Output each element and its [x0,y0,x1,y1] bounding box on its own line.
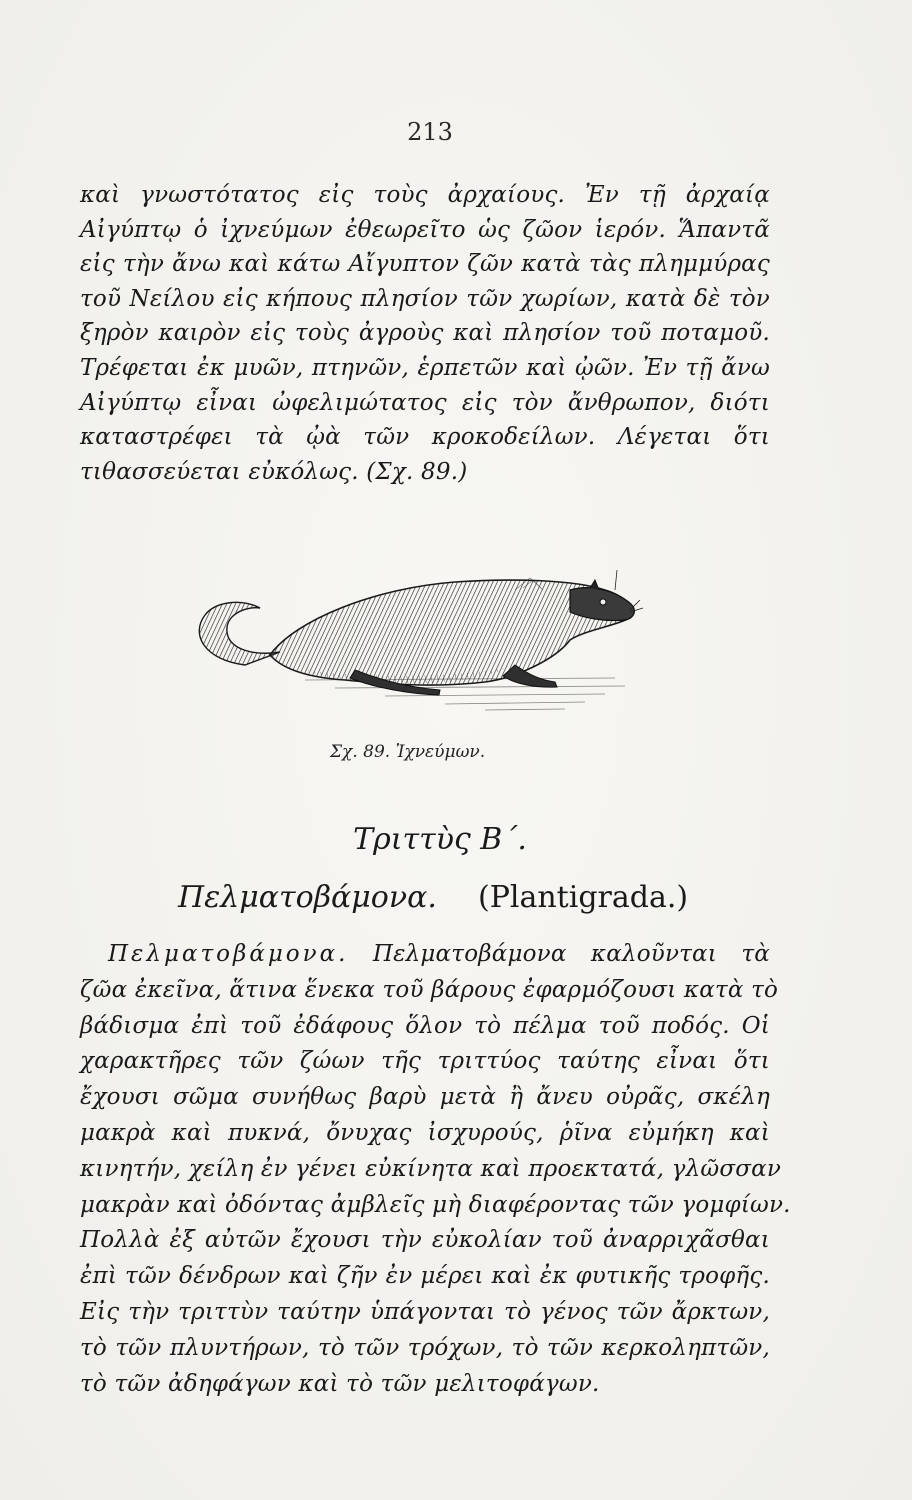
title-latin: (Plantigrada.) [477,880,689,915]
paragraph-ichneumon [80,178,770,489]
text-line: καὶ γνωστότατος εἰς τοὺς ἀρχαίους. Ἐν τῇ ἀρχαίᾳ [80,182,770,208]
text-line: Αἰγύπτῳ ὁ ἰχνεύμων ἐθεωρεῖτο ὡς ζῶον ἱερόν. Ἅπαντᾶ [80,216,770,243]
text-line: Πολλὰ ἐξ αὐτῶν ἔχουσι τὴν εὐκολίαν τοῦ ἀναρριχᾶσθαι [80,1227,770,1254]
mongoose-engraving-icon [185,560,645,730]
text-line: μακρὰν καὶ ὀδόντας ἀμβλεῖς μὴ διαφέροντας τῶν γομφίων. [80,1191,791,1218]
text-line: εἰς τὴν ἄνω καὶ κάτω Αἴγυπτον ζῶν κατὰ τὰς πλημμύρας [80,251,770,278]
text-line: χαρακτῆρες τῶν ζώων τῆς τριττύος ταύτης εἶναι ὅτι [80,1048,770,1075]
text-line: ἐπὶ τῶν δένδρων καὶ ζῆν ἐν μέρει καὶ ἐκ φυτικῆς τροφῆς. [80,1263,770,1290]
page-number: 213 [407,118,453,146]
text-line: κινητήν, χείλη ἐν γένει εὐκίνητα καὶ προεκτατά, γλῶσσαν [80,1155,782,1182]
figure-caption: Σχ. 89. Ἰχνεύμων. [330,742,486,762]
text-line: τοῦ Νείλου εἰς κήπους πλησίον τῶν χωρίων, κατὰ δὲ τὸν [80,285,770,312]
text-line: τὸ τῶν πλυντήρων, τὸ τῶν τρόχων, τὸ τῶν κερκοληπτῶν, [80,1334,770,1361]
text-line: ξηρὸν καιρὸν εἰς τοὺς ἀγροὺς καὶ πλησίον τοῦ ποταμοῦ. [80,320,770,347]
text-line: τιθασσεύεται εὐκόλως. (Σχ. 89.) [80,458,468,485]
text-line: Τρέφεται ἐκ μυῶν, πτηνῶν, ἑρπετῶν καὶ ᾠῶν. Ἐν τῇ ἄνω [80,354,770,381]
text-line: ζῶα ἐκεῖνα, ἅτινα ἕνεκα τοῦ βάρους ἐφαρμόζουσι κατὰ τὸ [80,976,779,1003]
text-line [80,937,770,973]
text-line: Εἰς τὴν τριττὺν ταύτην ὑπάγονται τὸ γένος τῶν ἄρκτων, [80,1298,770,1325]
text-line: Αἰγύπτῳ εἶναι ὠφελιμώτατος εἰς τὸν ἄνθρωπον, διότι [80,389,770,416]
text-line: καταστρέφει τὰ ᾠὰ τῶν κροκοδείλων. Λέγεται ὅτι [80,424,770,451]
text-span: Πελματοβάμονα καλοῦνται τὰ [348,941,770,967]
section-title [178,880,688,915]
text-line: βάδισμα ἐπὶ τοῦ ἐδάφους ὅλον τὸ πέλμα τοῦ ποδός. Οἱ [80,1012,770,1039]
paragraph-plantigrada [80,937,791,1402]
section-heading: Τριττὺς Β΄. [353,822,527,857]
text-line: τὸ τῶν ἀδηφάγων καὶ τὸ τῶν μελιτοφάγων. [80,1370,600,1397]
text-line: μακρὰ καὶ πυκνά, ὄνυχας ἰσχυρούς, ῥῖνα εὐμήκη καὶ [80,1119,770,1146]
text-line: ἔχουσι σῶμα συνήθως βαρὺ μετὰ ἢ ἄνευ οὐρᾶς, σκέλη [80,1084,770,1111]
paragraph-lead: Πελματοβάμονα. [108,941,349,967]
title-greek: Πελματοβάμονα. [178,880,437,915]
